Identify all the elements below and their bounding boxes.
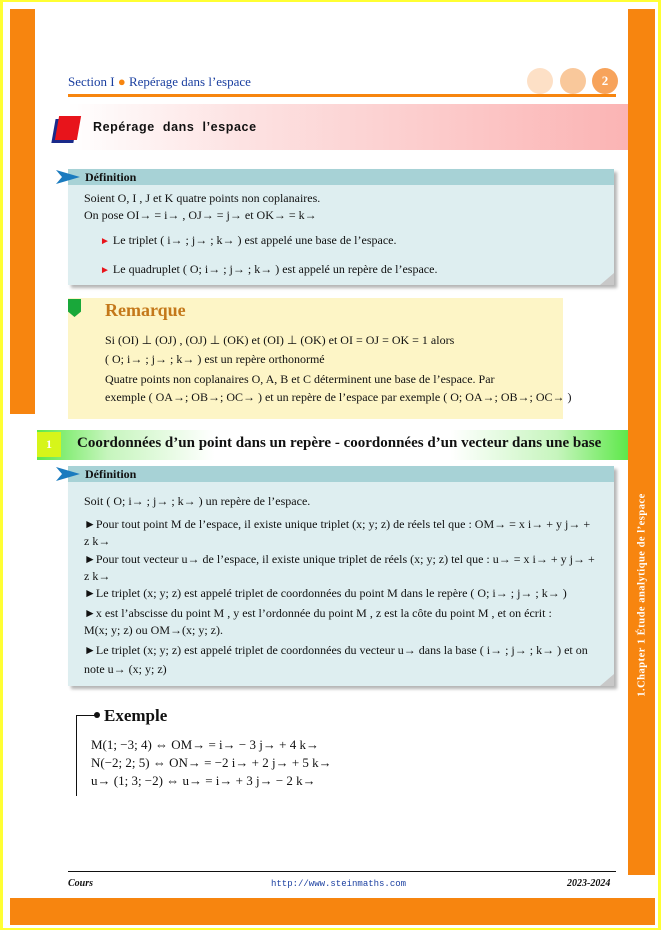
footer-left: Cours — [68, 878, 94, 889]
definition-text: z k→ — [84, 569, 111, 583]
definition-text: ►Pour tout point M de l’espace, il existe unique triplet (x; y; z) de réels tel que : OM→ = x i→ + y j→ + — [84, 517, 591, 531]
footer-link[interactable]: http://www.steinmaths.com — [271, 879, 407, 889]
definition-text: z k→ — [84, 534, 111, 548]
definition-text: note u→ (x; y; z) — [84, 662, 167, 676]
arrow-icon — [56, 170, 80, 184]
definition-text: Soient O, I , J et K quatre points non coplanaires. — [84, 191, 321, 205]
example-frame-top — [76, 715, 96, 716]
example-title: Exemple — [104, 706, 168, 725]
left-stripes — [10, 338, 35, 418]
bullet-dot-icon: ● — [117, 74, 126, 89]
remark-text: exemple ( OA→; OB→; OC→ ) et un repère de l’espace par exemple ( O; OA→; OB→; OC→ ) — [105, 390, 572, 404]
header-rule — [68, 94, 616, 97]
page-number: 2 — [592, 68, 618, 94]
definition-text: ►Le triplet (x; y; z) est appelé triplet de coordonnées du vecteur u→ dans la base ( i→ ; j→ ; k→ ) et on — [84, 643, 588, 657]
definition-text: ►x est l’abscisse du point M , y est l’ordonnée du point M , z est la côte du point M , et on écrit : — [84, 606, 552, 620]
definition-header — [68, 466, 614, 482]
chapter-label: 1.Chapter 1 Étude analytique de l’espace — [636, 493, 647, 697]
definition-text: ►Le triplet (x; y; z) est appelé triplet de coordonnées du point M dans le repère ( O; i→ ; j→ ; k→ ) — [84, 586, 567, 600]
example-line: N(−2; 2; 5) ⇔ ON→ = −2 i→ + 2 j→ + 5 k→ — [91, 755, 332, 770]
definition-text: Soit ( O; i→ ; j→ ; k→ ) un repère de l’espace. — [84, 494, 311, 508]
subsection-title: Coordonnées d’un point dans un repère - coordonnées d’un vecteur dans une base — [77, 435, 602, 451]
footer-year: 2023-2024 — [567, 878, 611, 889]
section-title: Repérage dans l’espace — [93, 120, 257, 134]
header-topic: Repérage dans l’espace — [128, 74, 251, 89]
arrow-icon — [56, 467, 80, 481]
definition-bullet: Le quadruplet ( O; i→ ; j→ ; k→ ) est appelé un repère de l’espace. — [112, 262, 438, 276]
running-header — [68, 74, 251, 90]
example-line: M(1; −3; 4) ⇔ OM→ = i→ − 3 j→ + 4 k→ — [91, 737, 319, 752]
bullet-triangle-icon: ► — [100, 265, 110, 276]
definition-bullet: Le triplet ( i→ ; j→ ; k→ ) est appelé une base de l’espace. — [112, 233, 397, 247]
definition-text: On pose OI→ = i→ , OJ→ = j→ et OK→ = k→ — [84, 208, 317, 222]
remark-title: Remarque — [105, 300, 186, 320]
definition-text: M(x; y; z) ou OM→(x; y; z). — [84, 623, 223, 637]
remark-text: Quatre points non coplanaires O, A, B et C déterminent une base de l’espace. Par — [105, 372, 495, 386]
deco-circle — [560, 68, 586, 94]
subsection-number: 1 — [37, 432, 61, 457]
bullet-triangle-icon: ► — [100, 236, 110, 247]
bullet-dot-icon — [94, 712, 100, 718]
chapter-sidebar — [628, 440, 655, 750]
definition-text: ►Pour tout vecteur u→ de l’espace, il existe unique triplet de réels (x; y; z) tel que : u→ = x i→ + y j→ + — [84, 552, 595, 566]
remark-text: ( O; i→ ; j→ ; k→ ) est un repère orthonormé — [105, 352, 325, 366]
definition-heading: Définition — [85, 170, 137, 184]
definition-heading: Définition — [85, 467, 137, 481]
footer-rule — [68, 871, 616, 872]
example-line: u→ (1; 3; −2) ⇔ u→ = i→ + 3 j→ − 2 k→ — [91, 773, 316, 788]
definition-header — [68, 169, 614, 185]
bottom-accent-bar — [10, 898, 655, 925]
section-marker-icon — [55, 116, 81, 140]
header-section: Section I — [68, 74, 115, 89]
remark-text: Si (OI) ⊥ (OJ) , (OJ) ⊥ (OK) et (OI) ⊥ (OK) et OI = OJ = OK = 1 alors — [105, 333, 455, 347]
deco-circle — [527, 68, 553, 94]
